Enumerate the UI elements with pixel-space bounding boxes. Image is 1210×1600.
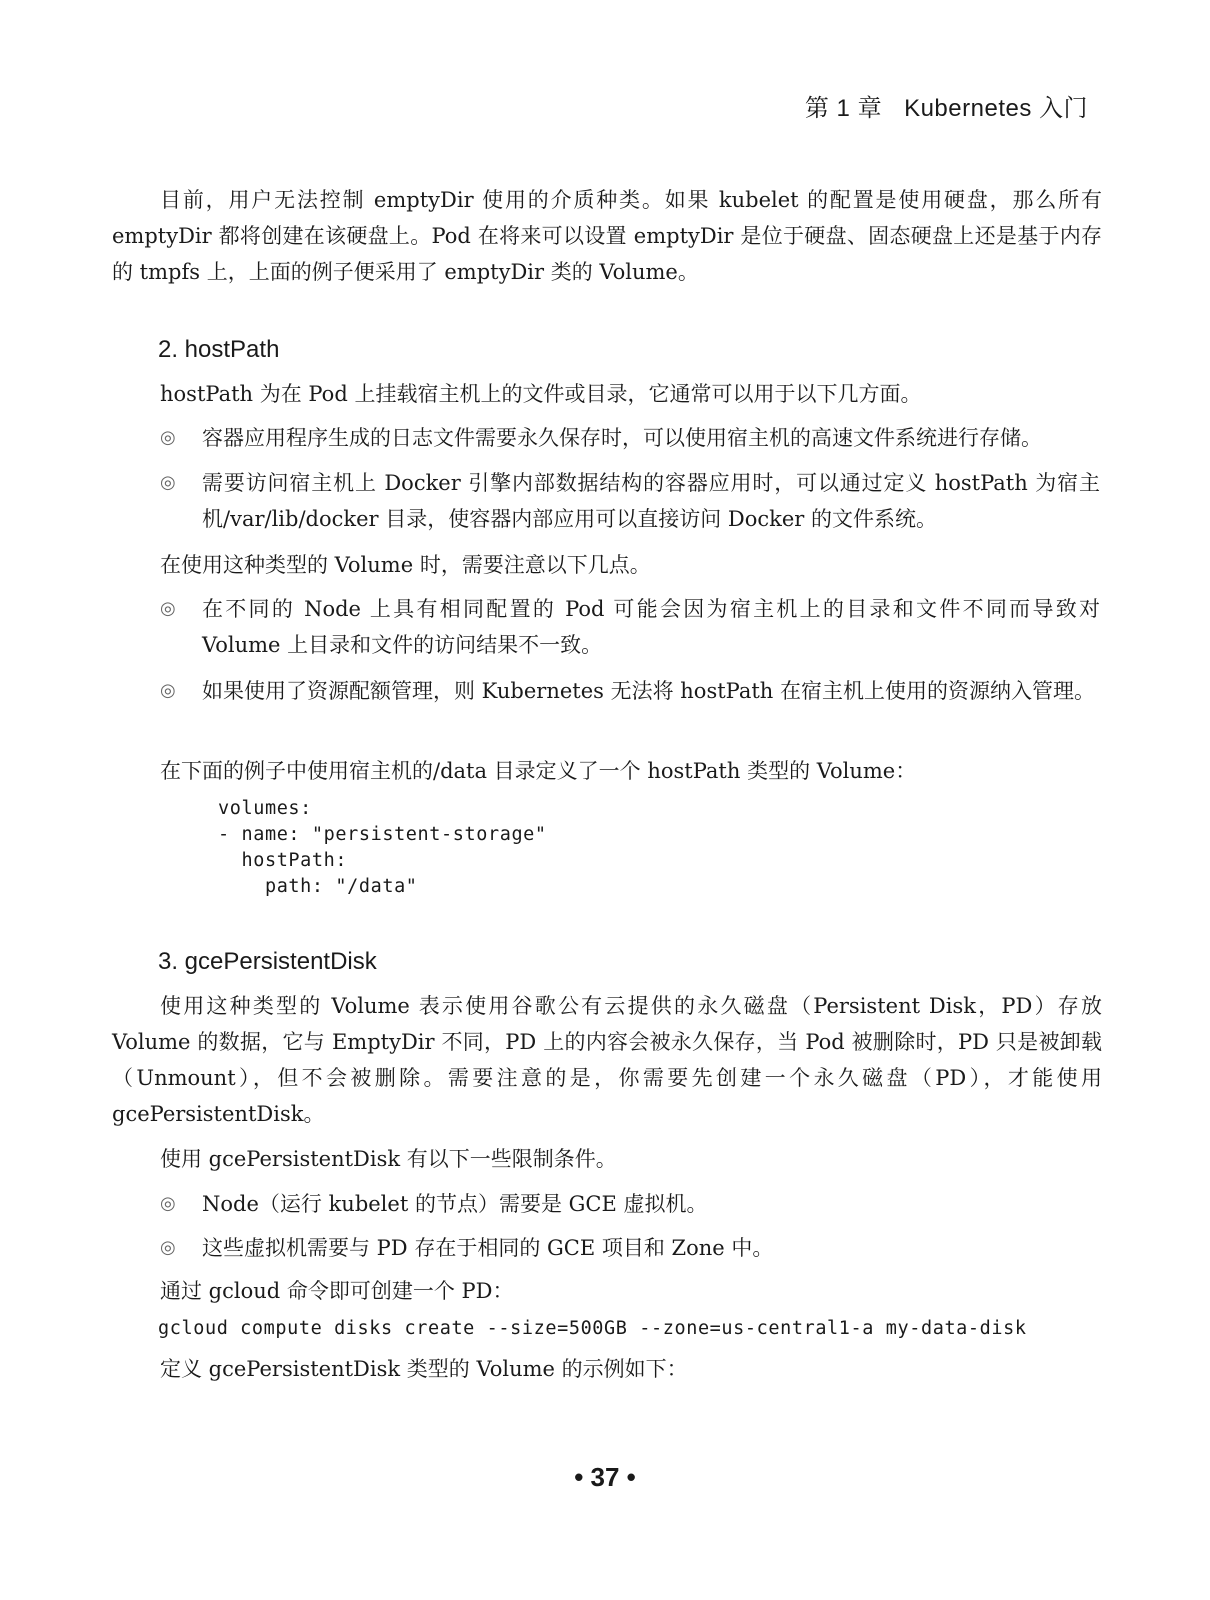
list-item [160, 673, 1100, 709]
list-item-text: 这些虚拟机需要与 PD 存在于相同的 GCE 项目和 Zone 中。 [202, 1236, 774, 1260]
bullet-icon: ◎ [160, 598, 176, 619]
list-item-text: 容器应用程序生成的日志文件需要永久保存时，可以使用宿主机的高速文件系统进行存储。 [202, 426, 1042, 450]
section-heading-gce: 3. gcePersistentDisk [158, 948, 377, 975]
bullet-icon: ◎ [160, 1237, 176, 1258]
page-number: • 37 • [574, 1462, 636, 1492]
list-item [160, 465, 1100, 537]
hostpath-intro: hostPath 为在 Pod 上挂载宿主机上的文件或目录，它通常可以用于以下几方面。 [160, 382, 922, 406]
gce-define-intro: 定义 gcePersistentDisk 类型的 Volume 的示例如下： [160, 1357, 688, 1381]
bullet-icon: ◎ [160, 472, 176, 493]
list-item-text: 需要访问宿主机上 Docker 引擎内部数据结构的容器应用时，可以通过定义 hostPath 为宿主机/var/lib/docker 目录，使容器内部应用可以直接访问 Docker 的文件系统。 [202, 471, 1100, 531]
chapter-title: Kubernetes 入门 [904, 95, 1088, 122]
section-heading-hostpath: 2. hostPath [158, 336, 280, 363]
bullet-icon: ◎ [160, 1193, 176, 1214]
gce-paragraph: 使用这种类型的 Volume 表示使用谷歌公有云提供的永久磁盘（Persistent Disk，PD）存放 Volume 的数据，它与 EmptyDir 不同，PD 上的内容会被永久保存，当 Pod 被删除时，PD 只是被卸载（Unmount），但不会被删除。需要注意的是，你需要先创建一个永久磁盘（PD），才能使用 gcePersistentDisk。 [112, 994, 1102, 1126]
list-item-text: 在不同的 Node 上具有相同配置的 Pod 可能会因为宿主机上的目录和文件不同而导致对 Volume 上目录和文件的访问结果不一致。 [202, 597, 1100, 657]
list-item-text: 如果使用了资源配额管理，则 Kubernetes 无法将 hostPath 在宿主机上使用的资源纳入管理。 [202, 679, 1096, 703]
hostpath-notes-intro: 在使用这种类型的 Volume 时，需要注意以下几点。 [160, 553, 651, 577]
list-item [160, 420, 1100, 456]
running-header [805, 88, 1088, 123]
list-item [160, 1230, 1100, 1266]
gce-limits-intro: 使用 gcePersistentDisk 有以下一些限制条件。 [160, 1147, 617, 1171]
bullet-icon: ◎ [160, 427, 176, 448]
list-item [160, 591, 1100, 663]
hostpath-code-block: volumes: - name: "persistent-storage" hostPath: path: "/data" [218, 798, 547, 897]
chapter-number: 第 1 章 [804, 95, 883, 122]
list-item [160, 1186, 1100, 1222]
intro-paragraph: 目前，用户无法控制 emptyDir 使用的介质种类。如果 kubelet 的配置是使用硬盘，那么所有 emptyDir 都将创建在该硬盘上。Pod 在将来可以设置 emptyDir 是位于硬盘、固态硬盘上还是基于内存的 tmpfs 上，上面的例子便采用了 emptyDir 类的 Volume。 [112, 188, 1102, 284]
bullet-icon: ◎ [160, 680, 176, 701]
hostpath-example-intro: 在下面的例子中使用宿主机的/data 目录定义了一个 hostPath 类型的 Volume： [160, 759, 917, 783]
list-item-text: Node（运行 kubelet 的节点）需要是 GCE 虚拟机。 [202, 1192, 708, 1216]
gce-create-command: gcloud compute disks create --size=500GB --zone=us-central1-a my-data-disk [158, 1318, 1027, 1339]
gce-create-intro: 通过 gcloud 命令即可创建一个 PD： [160, 1279, 514, 1303]
